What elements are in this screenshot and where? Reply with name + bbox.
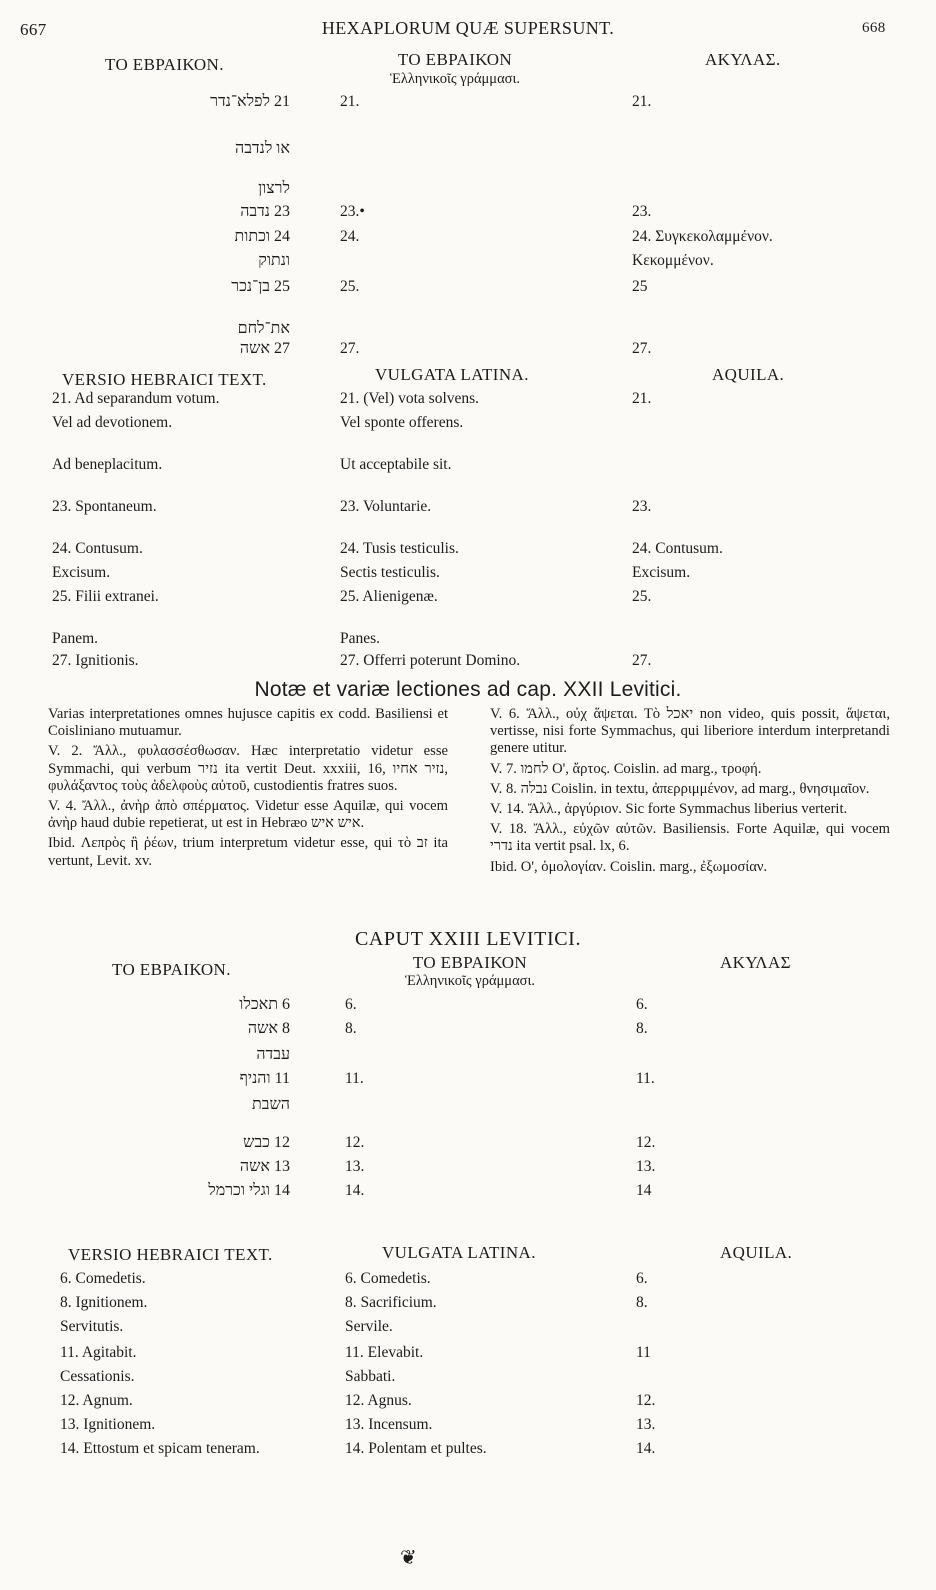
versio-cell: 24. Contusum. (52, 540, 143, 557)
vulgata-cell: 6. Comedetis. (345, 1270, 431, 1287)
aquila-cell: 14 (636, 1182, 652, 1199)
note-paragraph: Ibid. Λεπρὸς ἢ ῥέων, trium interpretum videtur esse, qui τὸ זב ita vertunt, Levit. xv. (48, 835, 448, 869)
versio-cell: Ad beneplacitum. (52, 456, 163, 473)
hebrew-cell: 14 וגלי וכרמל (208, 1182, 290, 1199)
versio-cell: Servitutis. (60, 1318, 124, 1335)
aquila-cell: 21. (632, 93, 652, 110)
ch-col-header-aquila: AQUILA. (720, 1243, 793, 1262)
versio-cell: 27. Ignitionis. (52, 652, 139, 669)
note-paragraph: V. 7. לחמו Ο', ἄρτος. Coislin. ad marg., τροφή. (490, 760, 762, 777)
aquila-cell: 8. (636, 1294, 648, 1311)
vulgata-cell: 8. Sacrificium. (345, 1294, 437, 1311)
versio-cell: 11. Agitabit. (60, 1344, 137, 1361)
hebrew-cell: 13 אשה (239, 1158, 290, 1175)
hebrew-cell: 8 אשה (247, 1020, 290, 1037)
hebrew-cell: 11 והניף (239, 1070, 290, 1087)
ch-col-header-versio: VERSIO HEBRAICI TEXT. (68, 1245, 273, 1264)
note-paragraph: V. 18. Ἄλλ., εὐχῶν αὐτῶν. Basiliensis. Forte Aquilæ, qui vocem נדרי ita vertit psal. lx, 6. (490, 821, 890, 855)
hebrew-cell: או לנדבה (235, 140, 290, 157)
running-title: HEXAPLORUM QUÆ SUPERSUNT. (321, 18, 615, 38)
aquila-cell: 6. (636, 1270, 648, 1287)
transliteration-cell: 23.• (340, 203, 365, 220)
transliteration-cell: 6. (345, 996, 357, 1013)
hebrew-cell: את־לחם (237, 320, 290, 337)
transliteration-cell: 12. (345, 1134, 365, 1151)
hebrew-cell: 27 אשה (239, 340, 290, 357)
aquila-cell: 23. (632, 498, 652, 515)
note-paragraph: V. 14. Ἄλλ., ἀργύριον. Sic forte Symmachus liberius verterit. (490, 801, 848, 818)
aquila-cell: Excisum. (632, 564, 691, 581)
col-header-versio: VERSIO HEBRAICI TEXT. (62, 370, 267, 389)
hebrew-cell: 21 לפלא־נדר (210, 93, 290, 110)
aquila-cell: 27. (632, 340, 652, 357)
vulgata-cell: Panes. (340, 630, 381, 647)
aquila-cell: Κεκομμένον. (632, 252, 714, 269)
hebrew-cell: לרצון (258, 180, 290, 197)
col-header-hebrew: ΤΟ ΕΒΡΑΙΚΟΝ. (105, 55, 224, 74)
aquila-cell: 21. (632, 390, 652, 407)
hebrew-cell: 24 וכתות (234, 228, 290, 245)
vulgata-cell: Vel sponte offerens. (340, 414, 464, 431)
aquila-cell: 27. (632, 652, 652, 669)
vulgata-cell: 14. Polentam et pultes. (345, 1440, 487, 1457)
hebrew-cell: 25 בן־נכר (231, 278, 290, 295)
note-paragraph: V. 8. נבלה Coislin. in textu, ἀπερριμμένον, ad marg., θνησιμαῖον. (490, 780, 870, 797)
aquila-cell: 24. Contusum. (632, 540, 723, 557)
versio-cell: 25. Filii extranei. (52, 588, 159, 605)
aquila-cell: 25. (632, 588, 652, 605)
versio-cell: 21. Ad separandum votum. (52, 390, 220, 407)
aquila-cell: 12. (636, 1392, 656, 1409)
transliteration-cell: 24. (340, 228, 360, 245)
hebrew-cell: ונתוק (258, 252, 290, 269)
vulgata-cell: Sabbati. (345, 1368, 396, 1385)
col-subheader-greek-letters: Ἑλληνικοῖς γράμμασι. (389, 71, 521, 87)
versio-cell: 6. Comedetis. (60, 1270, 146, 1287)
notes-left-column (48, 706, 448, 873)
ch-col-subheader-greek-letters: Ἑλληνικοῖς γράμμασι. (404, 973, 536, 989)
vulgata-cell: 25. Alienigenæ. (340, 588, 438, 605)
note-paragraph: Varias interpretationes omnes hujusce capitis ex codd. Basiliensi et Coisliniano mutuamur. (48, 706, 448, 740)
versio-cell: Excisum. (52, 564, 111, 581)
versio-cell: 23. Spontaneum. (52, 498, 157, 515)
versio-cell: Panem. (52, 630, 99, 647)
footer-ornament: ❦ (400, 1547, 417, 1569)
versio-cell: 8. Ignitionem. (60, 1294, 148, 1311)
col-header-aquila-greek: ΑΚΥΛΑΣ. (705, 50, 781, 69)
note-paragraph: V. 6. Ἄλλ., οὐχ ἅψεται. Τὸ יאכל non video, quis possit, ἅψεται, vertisse, nisi forte Symmachus, qui liberiore interdum interpretandi genere utitur. (490, 706, 890, 757)
chapter-title: CAPUT XXIII LEVITICI. (354, 928, 582, 950)
vulgata-cell: 24. Tusis testiculis. (340, 540, 459, 557)
hebrew-cell: 12 כבש (243, 1134, 290, 1151)
hebrew-cell: 6 תאכלו (239, 996, 290, 1013)
vulgata-cell: Sectis testiculis. (340, 564, 440, 581)
ch-col-header-aquila-greek: ΑΚΥΛΑΣ (720, 953, 791, 972)
aquila-cell: 13. (636, 1416, 656, 1433)
aquila-cell: 13. (636, 1158, 656, 1175)
versio-cell: Vel ad devotionem. (52, 414, 173, 431)
transliteration-cell: 13. (345, 1158, 365, 1175)
versio-cell: 13. Ignitionem. (60, 1416, 156, 1433)
transliteration-cell: 25. (340, 278, 360, 295)
vulgata-cell: 21. (Vel) vota solvens. (340, 390, 480, 407)
aquila-cell: 25 (632, 278, 648, 295)
col-header-vulgata: VULGATA LATINA. (375, 365, 529, 384)
vulgata-cell: Ut acceptabile sit. (340, 456, 452, 473)
versio-cell: 12. Agnum. (60, 1392, 133, 1409)
aquila-cell: 14. (636, 1440, 656, 1457)
transliteration-cell: 14. (345, 1182, 365, 1199)
col-header-hebrew-greek: ΤΟ ΕΒΡΑΙΚΟΝ (397, 50, 513, 69)
aquila-cell: 24. Συγκεκολαμμένον. (632, 228, 773, 245)
versio-cell: 14. Ettostum et spicam teneram. (60, 1440, 260, 1457)
versio-cell: Cessationis. (60, 1368, 135, 1385)
note-paragraph: Ibid. Ο', ὁμολογίαν. Coislin. marg., ἐξωμοσίαν. (490, 858, 768, 875)
vulgata-cell: Servile. (345, 1318, 393, 1335)
ch-col-header-hebrew-greek: ΤΟ ΕΒΡΑΙΚΟΝ (412, 953, 528, 972)
right-page-number: 668 (862, 20, 886, 36)
vulgata-cell: 13. Incensum. (345, 1416, 433, 1433)
ch-col-header-hebrew: ΤΟ ΕΒΡΑΙΚΟΝ. (112, 960, 231, 979)
transliteration-cell: 27. (340, 340, 360, 357)
left-page-number: 667 (20, 20, 47, 39)
transliteration-cell: 11. (345, 1070, 364, 1087)
aquila-cell: 8. (636, 1020, 648, 1037)
ch-col-header-vulgata: VULGATA LATINA. (382, 1243, 536, 1262)
notes-title: Notæ et variæ lectiones ad cap. XXII Levitici. (254, 678, 682, 701)
aquila-cell: 12. (636, 1134, 656, 1151)
hebrew-cell: 23 נדבה (240, 203, 290, 220)
aquila-cell: 11. (636, 1070, 655, 1087)
vulgata-cell: 12. Agnus. (345, 1392, 412, 1409)
note-paragraph: V. 4. Ἄλλ., ἀνὴρ ἀπὸ σπέρματος. Videtur esse Aquilæ, qui vocem ἀνὴρ haud dubie repetierat, ut est in Hebræo איש איש. (48, 798, 448, 832)
transliteration-cell: 21. (340, 93, 360, 110)
col-header-aquila: AQUILA. (712, 365, 785, 384)
vulgata-cell: 27. Offerri poterunt Domino. (340, 652, 521, 669)
aquila-cell: 23. (632, 203, 652, 220)
note-paragraph: V. 2. Ἄλλ., φυλασσέσθωσαν. Hæc interpretatio videtur esse Symmachi, qui verbum נזיר ita vertit Deut. xxxiii, 16, נזיר אחיו, φυλάξαντος τοὺς ἀδελφοὺς αὐτοῦ, custodientis fratres suos. (48, 743, 448, 794)
aquila-cell: 6. (636, 996, 648, 1013)
vulgata-cell: 11. Elevabit. (345, 1344, 424, 1361)
hebrew-cell: השבת (252, 1096, 290, 1113)
aquila-cell: 11 (636, 1344, 651, 1361)
vulgata-cell: 23. Voluntarie. (340, 498, 432, 515)
transliteration-cell: 8. (345, 1020, 357, 1037)
notes-right-column (490, 706, 890, 879)
hebrew-cell: עבדה (256, 1046, 290, 1063)
